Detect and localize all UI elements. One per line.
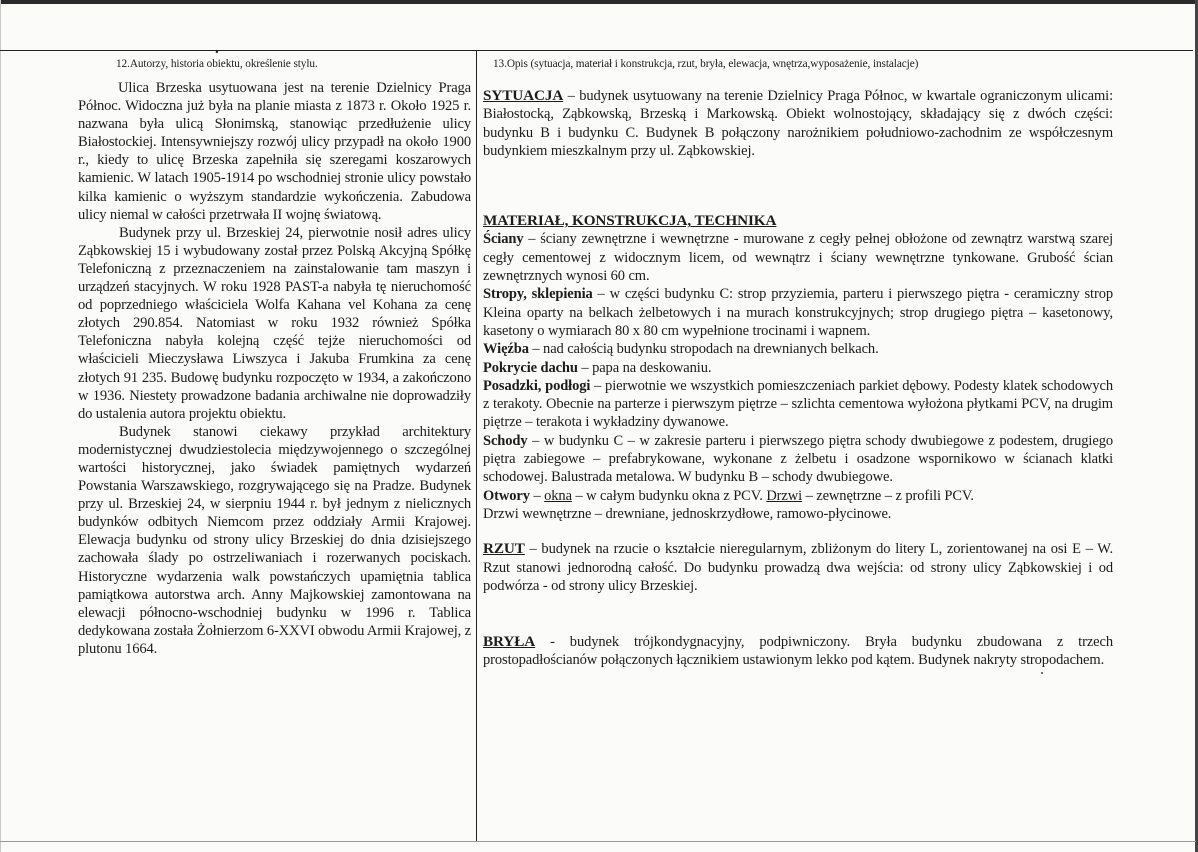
entry-otwory xyxy=(483,487,1113,505)
otwory-dash: – xyxy=(529,487,545,504)
entry-stropy xyxy=(483,285,1113,340)
entry-pokrycie xyxy=(483,359,1113,377)
section-bryla xyxy=(483,633,1113,670)
table-top-rule xyxy=(0,50,1193,51)
text-posadzki: – pierwotnie we wszystkich pomieszczeniach parkiet dębowy. Podesty klatek schodowych z terakoty. Obecnie na parterze i pierwszym piętrze – szlichta cementowa wyłożona płytkami PCV, na drugim piętrze – terakota i wykładziny dywanowe. xyxy=(483,377,1113,431)
ink-dot xyxy=(1041,672,1043,674)
entry-drzwi-wewnetrzne: Drzwi wewnętrzne – drewniane, jednoskrzydłowe, ramowo-płycinowe. xyxy=(483,505,892,522)
heading-bryla: BRYŁA xyxy=(483,633,536,651)
label-okna: okna xyxy=(544,487,572,504)
label-schody: Schody xyxy=(483,432,528,449)
label-stropy: Stropy, sklepienia xyxy=(483,286,593,303)
table-bottom-rule xyxy=(0,841,1196,842)
label-pokrycie: Pokrycie dachu xyxy=(483,359,578,376)
left-border xyxy=(0,0,1,852)
heading-sytuacja: SYTUACJA xyxy=(483,87,564,104)
section-material xyxy=(483,212,1113,523)
text-drzwi: – zewnętrzne – z profili PCV. xyxy=(802,487,974,504)
history-paragraph-style: Budynek stanowi ciekawy przykład architektury modernistycznej dwudziestolecia międzywojennego o szczególnej wartości historycznej, jako świadek pamiętnych wydarzeń Powstania Warszawskiego, rozgrywającego się na Pradze. Budynek przy ul. Brzeskiej 24, w sierpniu 1944 r. był jednym z nielicznych budynków odbitych Niemcom przez oddziały Armii Krajowej. Elewacja budynku od strony ulicy Brzeskiej do dnia dzisiejszego zachowała ślady po ostrzeliwaniach i rozerwanych pociskach. Historyczne wydarzenia walk powstańczych upamiętnia tablica pamiątkowa autorstwa arch. Anny Majkowskiej zamontowana na elewacji północno-wschodniej budynku w 1996 r. Tablica dedykowana została Żołnierzom 6-XXVI obwodu Armii Krajowej, z plutonu 1664. xyxy=(78,423,471,657)
column-divider xyxy=(476,50,477,842)
text-schody: – w budynku C – w zakresie parteru i pierwszego piętra schody dwubiegowe z podestem, drugiego piętra zabiegowe – prefabrykowane, wykonane z żelbetu i osadzone wspornikowo w ścianach klatki schodowej. Balustrada metalowa. W budynku B – schody dwubiegowe. xyxy=(483,432,1113,486)
text-stropy: – w części budynku C: strop przyziemia, parteru i pierwszego piętra - ceramiczny strop Kleina oparty na belkach żelbetowych i na murach konstrukcyjnych; strop drugiego piętra – kasetonowy, kasetony o wymiarach 80 x 80 cm wypełnione trocinami i wapnem. xyxy=(483,286,1114,339)
bryla-text: - budynek trójkondygnacyjny, podpiwniczony. Bryła budynku zbudowana z trzech prostopadłościanów połączonych łącznikiem ustawionym lekko pod kątem. Budynek nakryty stropodachem. xyxy=(483,634,1113,669)
label-sciany: Ściany xyxy=(483,231,524,248)
label-otwory: Otwory xyxy=(483,487,530,504)
section-sytuacja xyxy=(483,87,1113,160)
rzut-text: – budynek na rzucie o kształcie nieregularnym, zbliżonym do litery L, zorientowanej na osi E – W. Rzut stanowi jednorodną całość. Do budynku prowadzą dwa wejścia: od strony ulicy Ząbkowskiej i od podwórza - od strony ulicy Brzeskiej. xyxy=(483,541,1113,594)
entry-wiezba xyxy=(483,340,1113,358)
label-drzwi: Drzwi xyxy=(766,487,803,504)
description-column xyxy=(483,87,1113,670)
section-rzut xyxy=(483,540,1113,595)
entry-posadzki xyxy=(483,377,1113,432)
history-paragraph-building: Budynek przy ul. Brzeskiej 24, pierwotnie nosił adres ulicy Ząbkowskiej 15 i wybudowany został przez Polską Akcyjną Spółkę Telefoniczną z przeznaczeniem na zainstalowanie tam maszyn i urządzeń stacyjnych. W roku 1928 PAST-a nabyła tę nieruchomość od poprzedniego właściciela Wolfa Kahana vel Kohana za cenę złotych 290.854. Natomiast w roku 1932 również Spółka Telefoniczna nabyła kolejną część tejże nieruchomości od właścicieli Mieczysława Liwszyca i Jakuba Frumkina za cenę złotych 91 235. Budowę budynku rozpoczęto w 1934, a zakończono w 1936. Niestety prowadzone badania archiwalne nie doprowadziły do ustalenia autora projektu obiektu. xyxy=(78,224,471,422)
heading-material: MATERIAŁ, KONSTRUKCJA, TECHNIKA xyxy=(483,212,777,230)
text-okna: – w całym budynku okna z PCV. xyxy=(571,487,767,504)
label-wiezba: Więźba xyxy=(483,341,529,358)
label-posadzki: Posadzki, podłogi xyxy=(483,377,591,394)
heading-rzut: RZUT xyxy=(483,540,525,558)
history-column xyxy=(78,79,471,658)
text-sciany: – ściany zewnętrzne i wewnętrzne - murowane z cegły pełnej obłożone od zewnątrz warstwą szarej cegły cementowej z widocznym licem, od wewnątrz i ściany wewnętrzne tynkowane. Grubość ścian zewnętrznych wynosi 60 cm. xyxy=(483,231,1113,285)
history-paragraph-street: Ulica Brzeska usytuowana jest na terenie Dzielnicy Praga Północ. Widoczna już była na planie miasta z 1873 r. Około 1925 r. nazwana była ulicą Słonimską, stanowiąc przedłużenie ulicy Białostockiej. Intensywniejszy rozwój ulicy przypadł na około 1900 r., kiedy to ulicę Brzeska zapełniła się szeregami koszarowych kamienic. W latach 1905-1914 po wschodniej stronie ulicy powstało kilka kamienic o wyższym standardzie wykończenia. Zabudowa ulicy niemal w całości przetrwała II wojnę światową. xyxy=(78,80,471,223)
top-border xyxy=(0,0,1198,4)
sytuacja-text: – budynek usytuowany na terenie Dzielnicy Praga Północ, w kwartale ograniczonym ulicami: Białostocką, Ząbkowską, Brzeską i Markowską. Obiekt wolnostojący, składający się z dwóch części: budynku B i budynku C. Budynek B połączony narożnikiem południowo-zachodnim ze współczesnym budynkiem mieszkalnym przy ul. Ząbkowskiej. xyxy=(483,88,1113,159)
entry-schody xyxy=(483,432,1113,487)
text-pokrycie: – papa na deskowaniu. xyxy=(577,359,712,376)
text-wiezba: – nad całością budynku stropodach na drewnianych belkach. xyxy=(528,341,879,358)
right-column-header: 13.Opis (sytuacja, materiał i konstrukcja, rzut, bryła, elewacja, wnętrza,wyposażenie, instalacje) xyxy=(493,58,919,70)
entry-sciany xyxy=(483,230,1113,285)
left-column-header: 12.Autorzy, historia obiektu, określenie stylu. xyxy=(116,58,318,70)
ink-mark xyxy=(216,50,219,54)
